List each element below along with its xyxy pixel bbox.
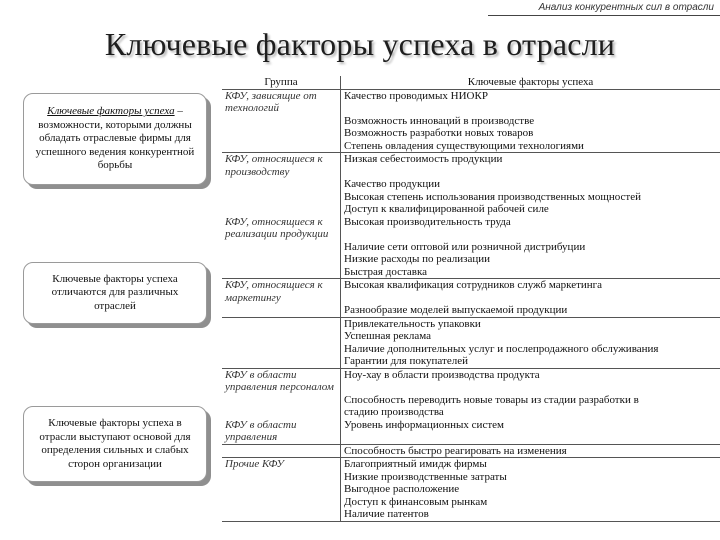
factor-cell: Возможность разработки новых товаров <box>341 127 720 140</box>
group-cell <box>222 253 341 266</box>
group-cell <box>222 317 341 330</box>
header-group: Группа <box>222 76 341 89</box>
factor-cell: Высокая производительность труда <box>341 216 720 241</box>
table-row <box>222 140 720 153</box>
note-text: Ключевые факторы успеха отличаются для различных отраслей <box>51 272 179 312</box>
group-cell <box>222 496 341 509</box>
factor-cell: Способность переводить новые товары из стадии разработки в <box>341 394 720 407</box>
factor-cell: Высокая квалификация сотрудников служб маркетинга <box>341 279 720 305</box>
table-row <box>222 406 720 419</box>
factor-cell: Наличие патентов <box>341 508 720 521</box>
group-cell <box>222 178 341 191</box>
group-cell <box>222 203 341 216</box>
group-cell <box>222 241 341 254</box>
group-cell <box>222 304 341 317</box>
group-cell: КФУ в области управления персоналом <box>222 368 341 394</box>
table-row <box>222 89 720 115</box>
table-row <box>222 178 720 191</box>
header-rule <box>488 15 720 16</box>
group-cell <box>222 444 341 458</box>
table-row <box>222 279 720 305</box>
group-cell <box>222 127 341 140</box>
note-text: Ключевые факторы успеха в отрасли выступают основой для определения сильных и слабых сторон организации <box>39 417 191 470</box>
table-row <box>222 483 720 496</box>
note-industry-differences <box>23 262 207 324</box>
factor-cell: Наличие дополнительных услуг и послепродажного обслуживания <box>341 343 720 356</box>
factor-cell: Низкая себестоимость продукции <box>341 153 720 179</box>
table-row <box>222 394 720 407</box>
note-strengths-basis <box>23 406 207 482</box>
group-cell <box>222 355 341 368</box>
factor-cell: Наличие сети оптовой или розничной дистрибуции <box>341 241 720 254</box>
factor-cell: Успешная реклама <box>341 330 720 343</box>
table-row <box>222 191 720 204</box>
table-row <box>222 458 720 471</box>
table-row <box>222 115 720 128</box>
table-row <box>222 419 720 445</box>
table-row <box>222 241 720 254</box>
table-row <box>222 343 720 356</box>
table-row <box>222 127 720 140</box>
table-row <box>222 368 720 394</box>
table-row <box>222 203 720 216</box>
factor-cell: стадию производства <box>341 406 720 419</box>
factor-cell: Доступ к квалифицированной рабочей силе <box>341 203 720 216</box>
table-row <box>222 471 720 484</box>
factor-cell: Разнообразие моделей выпускаемой продукции <box>341 304 720 317</box>
group-cell <box>222 343 341 356</box>
table-row <box>222 253 720 266</box>
slide-title: Ключевые факторы успеха в отрасли <box>104 26 616 62</box>
note-definition <box>23 93 207 185</box>
group-cell: Прочие КФУ <box>222 458 341 471</box>
factor-cell: Ноу-хау в области производства продукта <box>341 368 720 394</box>
table-row <box>222 355 720 368</box>
table-body <box>222 89 720 521</box>
factor-cell: Высокая степень использования производственных мощностей <box>341 191 720 204</box>
table-row <box>222 330 720 343</box>
factor-cell: Уровень информационных систем <box>341 419 720 445</box>
table-row <box>222 304 720 317</box>
table-header-row <box>222 76 720 89</box>
group-cell <box>222 394 341 407</box>
table-row <box>222 444 720 458</box>
group-cell <box>222 115 341 128</box>
table-row <box>222 508 720 521</box>
table-row <box>222 496 720 509</box>
group-cell: КФУ, относящиеся к производству <box>222 153 341 179</box>
factor-cell: Привлекательность упаковки <box>341 317 720 330</box>
table-row <box>222 153 720 179</box>
header-caption: Анализ конкурентных сил в отрасли <box>538 2 714 13</box>
note-text: – возможности, которыми должны обладать отраслевые фирмы для успешного ведения конкурентной борьбы <box>35 105 195 172</box>
table-row <box>222 317 720 330</box>
factor-cell: Доступ к финансовым рынкам <box>341 496 720 509</box>
factor-cell: Благоприятный имидж фирмы <box>341 458 720 471</box>
table-row <box>222 216 720 241</box>
factor-cell: Гарантии для покупателей <box>341 355 720 368</box>
factor-cell: Способность быстро реагировать на изменения <box>341 444 720 458</box>
group-cell <box>222 406 341 419</box>
group-cell: КФУ, относящиеся к маркетингу <box>222 279 341 305</box>
group-cell: КФУ, зависящие от технологий <box>225 89 317 114</box>
group-cell: КФУ в области управления <box>225 418 297 443</box>
kfs-table <box>222 76 720 522</box>
group-cell <box>222 140 341 153</box>
group-cell <box>222 483 341 496</box>
group-cell: КФУ, относящиеся к реализации продукции <box>225 215 329 240</box>
factor-cell: Быстрая доставка <box>341 266 720 279</box>
factor-cell: Выгодное расположение <box>341 483 720 496</box>
group-cell <box>222 191 341 204</box>
factor-cell: Качество проводимых НИОКР <box>341 89 720 115</box>
group-cell <box>222 266 341 279</box>
factor-cell: Возможность инноваций в производстве <box>341 115 720 128</box>
table-row <box>222 266 720 279</box>
factor-cell: Низкие расходы по реализации <box>341 253 720 266</box>
group-cell <box>222 508 341 521</box>
note-term: Ключевые факторы успеха <box>47 105 175 118</box>
factor-cell: Низкие производственные затраты <box>341 471 720 484</box>
header-factor: Ключевые факторы успеха <box>341 76 720 89</box>
factor-cell: Степень овладения существующими технологиями <box>341 140 720 153</box>
group-cell <box>222 330 341 343</box>
factor-cell: Качество продукции <box>341 178 720 191</box>
group-cell <box>222 471 341 484</box>
